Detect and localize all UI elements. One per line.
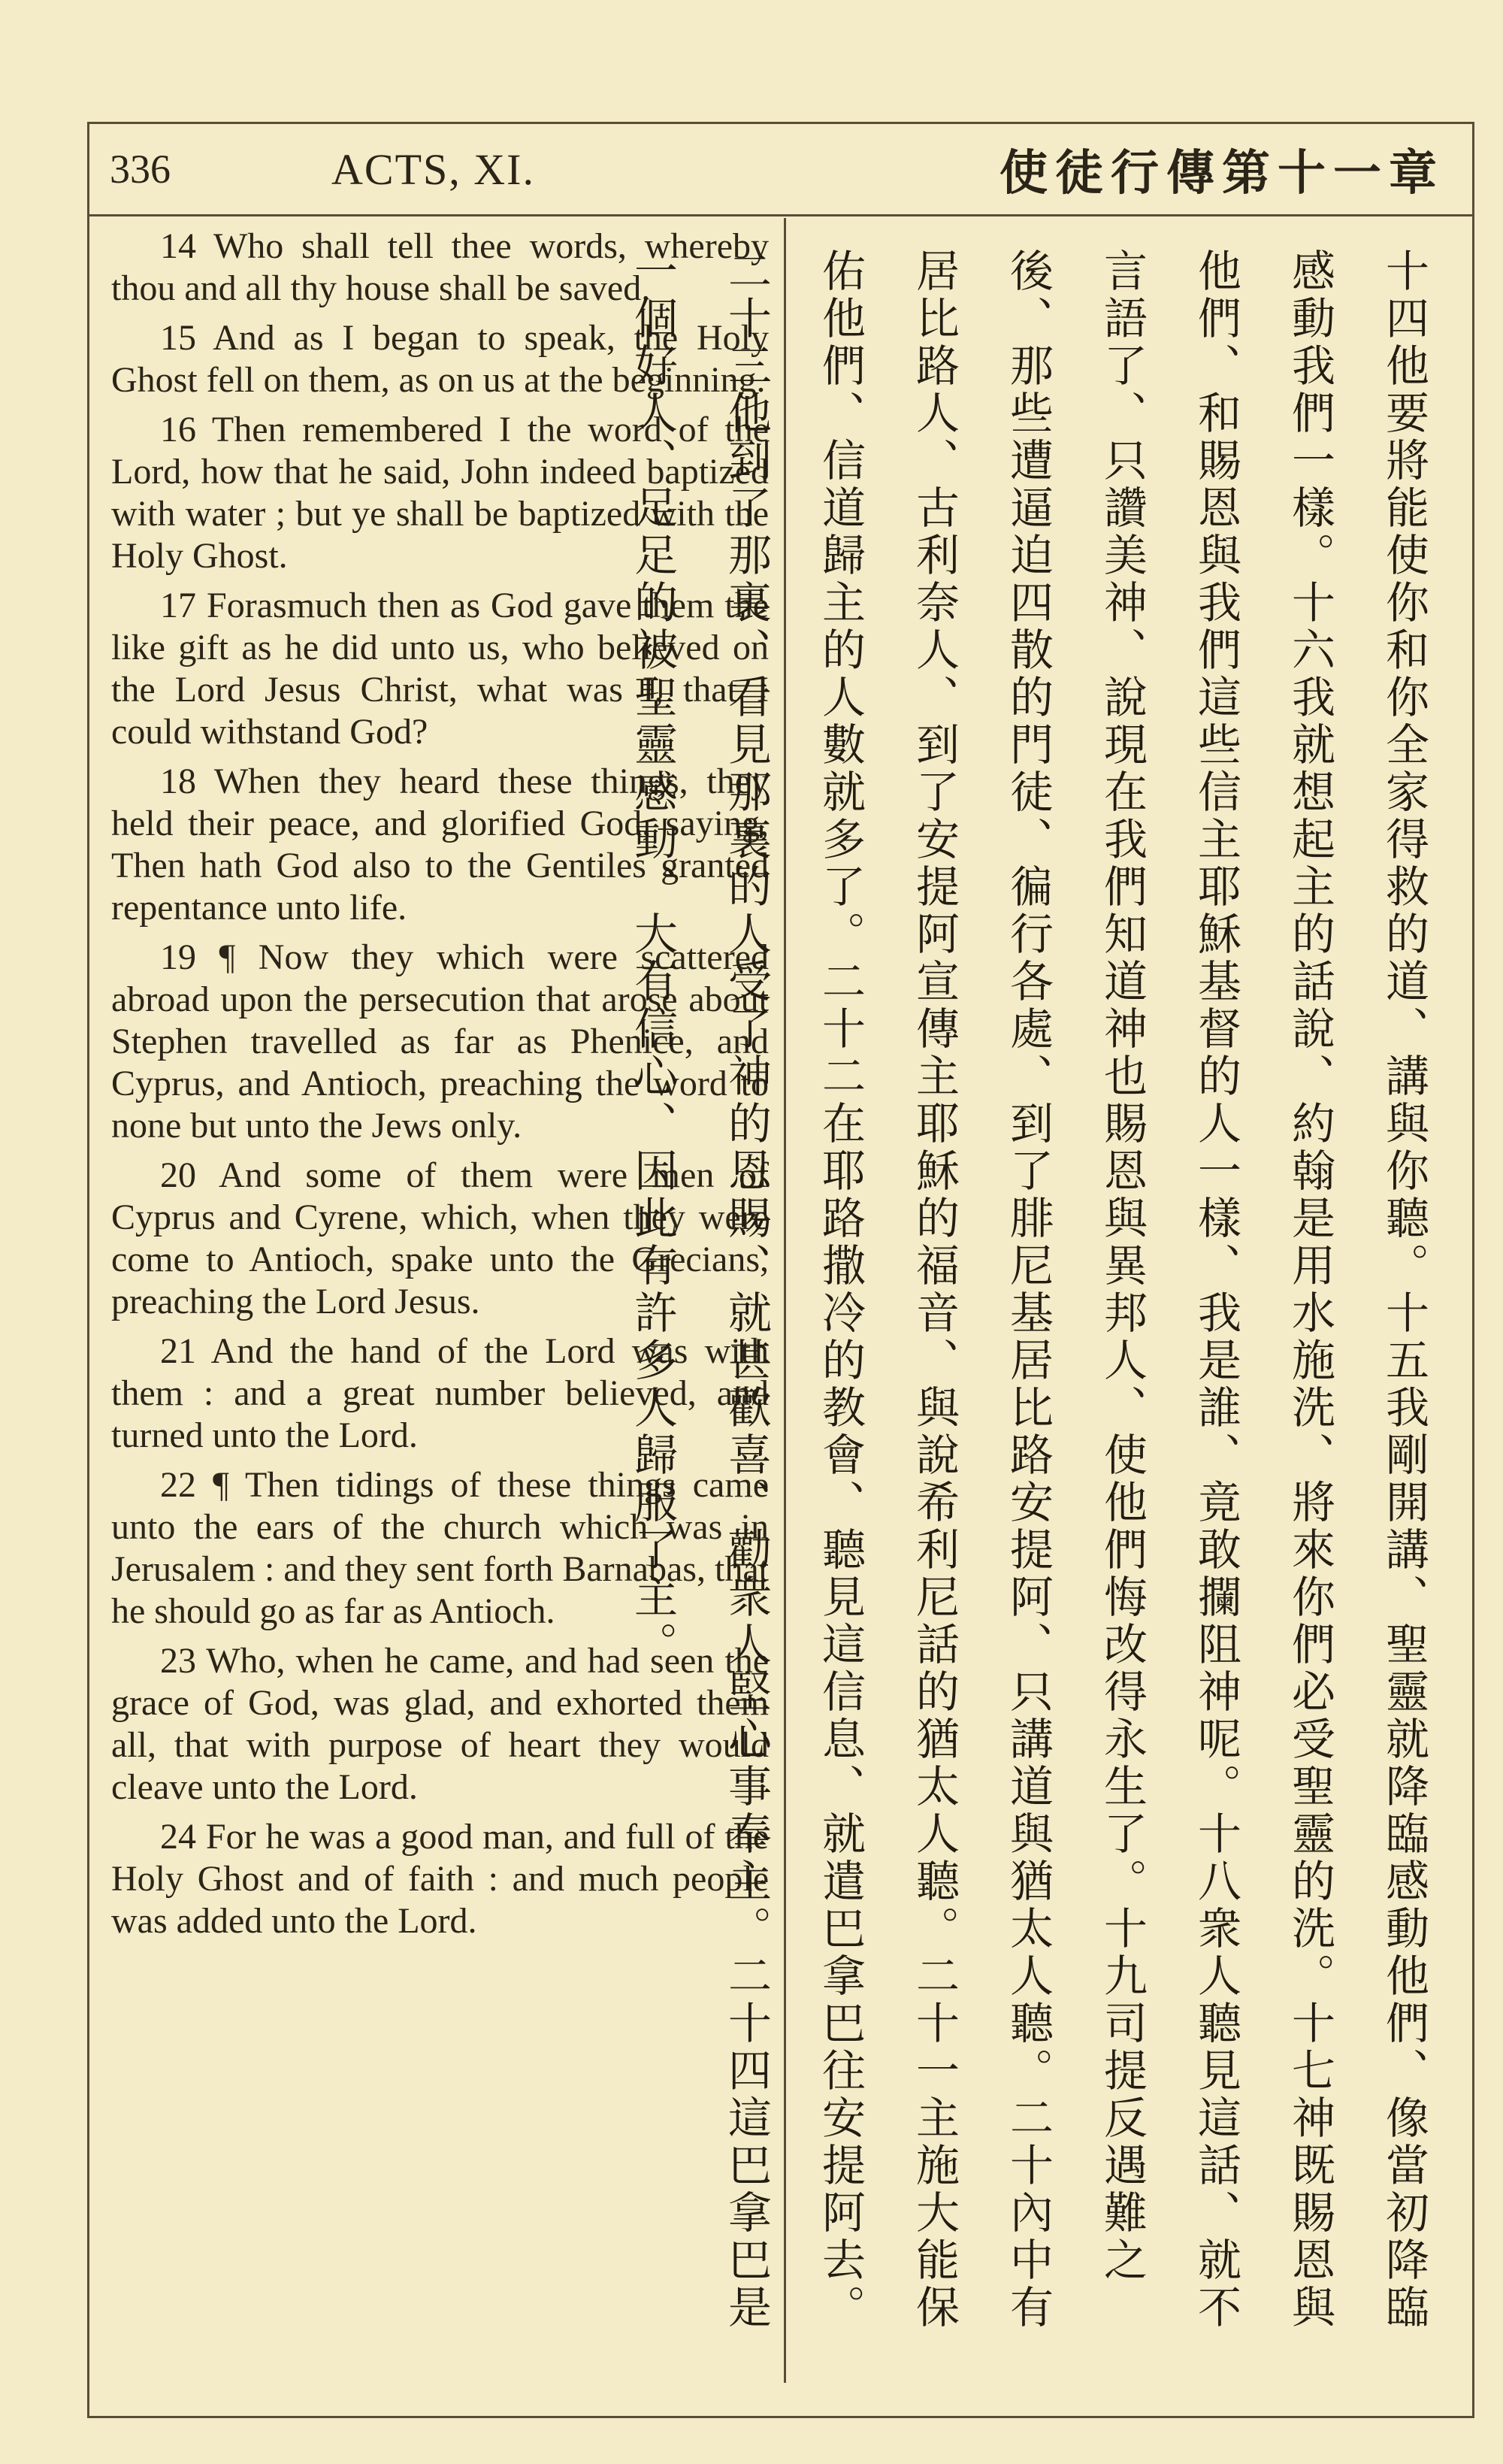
english-running-title: ACTS, XI. <box>331 144 535 194</box>
verse-17: 17 Forasmuch then as God gave them the like gift as he did unto us, who believed on the Lord Jesus Christ, what was I, that I could withstand God? <box>111 586 769 752</box>
verse-23: 23 Who, when he came, and had seen the grace of God, was glad, and exhorted them all, that with purpose of heart they would cleave unto the Lord. <box>111 1641 769 1807</box>
verse-14: 14 Who shall tell thee words, whereby thou and all thy house shall be saved. <box>111 226 769 308</box>
verse-15: 15 And as I began to speak, the Holy Ghost fell on them, as on us at the beginning. <box>111 318 769 400</box>
chinese-running-title: 使徒行傳第十一章 <box>999 146 1444 201</box>
verse-19: 19 ¶ Now they which were scattered abroad upon the persecution that arose about Stephen travelled as far as Phenice, and Cyprus, and Antioch, preaching the word to none but unto the Jews only. <box>111 937 769 1146</box>
page-header <box>87 122 1474 216</box>
verse-21: 21 And the hand of the Lord was with them : and a great number believed, and turned unto the Lord. <box>111 1331 769 1455</box>
verse-18: 18 When they heard these things, they held their peace, and glorified God, saying, Then hath God also to the Gentiles granted repentance unto life. <box>111 761 769 928</box>
chinese-column: 十四他要將能使你和你全家得救的道、講與你聽。十五我剛開講、聖靈就降臨感動他們、像當初降臨感動我們一樣。十六我就想起主的話說、約翰是用水施洗、將來你們必受聖靈的洗。十七神既賜恩與他們、和賜恩與我們這些信主耶穌基督的人一樣、我是誰、竟敢攔阻神呢。十八衆人聽見這話、就不言語了、只讚美神、說現在我們知道神也賜恩與異邦人、使他們悔改得永生了。十九司提反遇難之後、那些遭逼迫四散的門徒、徧行各處、到了腓尼基居比路安提阿、只講道與猶太人聽。二十內中有居比路人、古利奈人、到了安提阿宣傳主耶穌的福音、與說希利尼話的猶太人聽。二十一主施大能保佑他們、信道歸主的人數就多了。二十二在耶路撒冷的教會、聽見這信息、就遣巴拿巴往安提阿去。二十三他到了那裏、看見那裏的人受了神的恩賜、就甚歡喜、勸衆人堅心事奉主。二十四這巴拿巴是一個好人、足足的被聖靈感動、大有信心、因此有許多人歸服了主。 <box>627 248 1429 2332</box>
verse-16: 16 Then remembered I the word of the Lord, how that he said, John indeed baptized with water ; but ye shall be baptized with the Holy Ghost. <box>111 410 769 576</box>
verse-20: 20 And some of them were men of Cyprus and Cyrene, which, when they were come to Antioch, spake unto the Grecians, preaching the Lord Jesus. <box>111 1155 769 1321</box>
verse-24: 24 For he was a good man, and full of the Holy Ghost and of faith : and much people was added unto the Lord. <box>111 1817 769 1941</box>
verse-22: 22 ¶ Then tidings of these things came unto the ears of the church which was in Jerusalem : and they sent forth Barnabas, that he should go as far as Antioch. <box>111 1465 769 1631</box>
page-number: 336 <box>110 147 171 192</box>
